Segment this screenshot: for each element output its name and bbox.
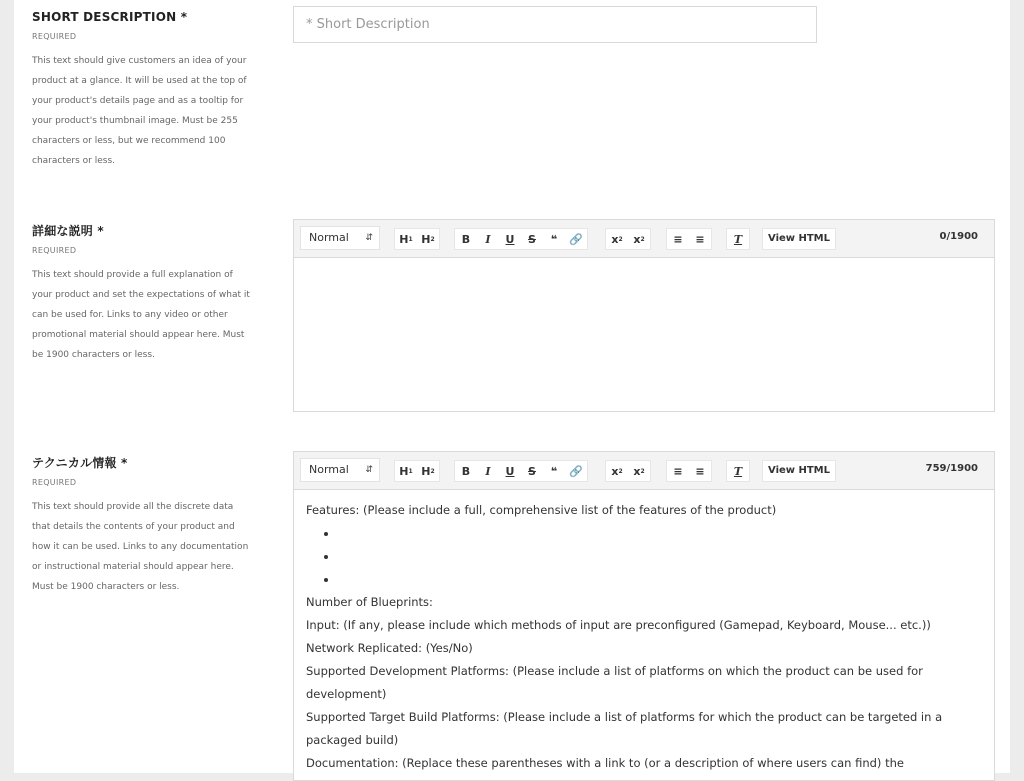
view-html-button[interactable]: View HTML — [762, 228, 836, 250]
bullet-list-icon[interactable]: ≡ — [695, 232, 705, 246]
form-panel — [14, 0, 1010, 773]
short-description-title: SHORT DESCRIPTION * — [32, 10, 188, 24]
superscript-icon[interactable]: x 2 — [633, 464, 645, 478]
subscript-icon[interactable]: x 2 — [611, 232, 623, 246]
detailed-description-label-column — [32, 223, 254, 365]
input-line: Input: (If any, please include which methods of input are preconfigured (Gamepad, Keyboard, Mouse... etc.)) — [306, 618, 931, 632]
character-counter: 759/1900 — [925, 463, 978, 474]
bold-icon[interactable]: B — [461, 464, 471, 478]
bold-icon[interactable]: B — [461, 232, 471, 246]
ordered-list-icon[interactable]: ≡ — [673, 232, 683, 246]
subscript-icon[interactable]: x 2 — [611, 464, 623, 478]
heading-buttons — [394, 228, 440, 250]
superscript-icon[interactable]: x 2 — [633, 232, 645, 246]
detailed-description-editor — [293, 219, 995, 412]
quote-icon[interactable]: ❝ — [550, 464, 558, 478]
format-select[interactable] — [300, 458, 380, 482]
link-icon[interactable]: 🔗 — [569, 232, 583, 246]
strike-icon[interactable]: S — [528, 464, 536, 478]
format-buttons — [454, 228, 588, 250]
editor-toolbar — [294, 452, 994, 490]
script-buttons — [605, 460, 651, 482]
list-item — [338, 568, 982, 591]
character-counter: 0/1900 — [939, 231, 978, 242]
link-icon[interactable]: 🔗 — [569, 464, 583, 478]
required-label: REQUIRED — [32, 478, 77, 487]
clear-format-icon[interactable]: T — [733, 464, 743, 478]
script-buttons — [605, 228, 651, 250]
technical-info-title: テクニカル情報 * — [32, 456, 128, 470]
bullet-list-icon[interactable]: ≡ — [695, 464, 705, 478]
format-select-value: Normal — [309, 231, 349, 244]
required-label: REQUIRED — [32, 32, 77, 41]
italic-icon[interactable]: I — [485, 232, 491, 246]
heading-1-icon[interactable]: H 1 — [399, 232, 413, 246]
short-description-help: This text should give customers an idea of your product at a glance. It will be used at the top of your product's details page and as a tooltip for your product's thumbnail image. Must be 255 characters or less, but we recommend 100 characters or less. — [32, 56, 247, 166]
editor-toolbar — [294, 220, 994, 258]
detailed-description-title: 詳細な説明 * — [32, 224, 104, 238]
format-select-value: Normal — [309, 463, 349, 476]
strike-icon[interactable]: S — [528, 232, 536, 246]
short-description-label-column — [32, 9, 254, 171]
clear-buttons — [726, 460, 750, 482]
list-buttons — [666, 460, 712, 482]
target-platforms-line: Supported Target Build Platforms: (Please include a list of platforms for which the product can be targeted in a packaged build) — [306, 710, 943, 747]
network-line: Network Replicated: (Yes/No) — [306, 641, 473, 655]
short-description-input[interactable]: * Short Description — [293, 6, 817, 43]
select-caret-icon: ⇵ — [365, 233, 373, 243]
features-line: Features: (Please include a full, comprehensive list of the features of the product) — [306, 503, 777, 517]
clear-buttons — [726, 228, 750, 250]
documentation-line: Documentation: (Replace these parentheses with a link to (or a description of where users can find) the — [306, 756, 904, 770]
view-html-button[interactable]: View HTML — [762, 460, 836, 482]
format-buttons — [454, 460, 588, 482]
select-caret-icon: ⇵ — [365, 465, 373, 475]
features-list — [306, 522, 982, 591]
heading-buttons — [394, 460, 440, 482]
technical-info-editor — [293, 451, 995, 781]
technical-info-editor-body[interactable] — [294, 490, 994, 775]
heading-2-icon[interactable]: H 2 — [421, 232, 435, 246]
italic-icon[interactable]: I — [485, 464, 491, 478]
list-item — [338, 545, 982, 568]
heading-2-icon[interactable]: H 2 — [421, 464, 435, 478]
clear-format-icon[interactable]: T — [733, 232, 743, 246]
blueprints-line: Number of Blueprints: — [306, 595, 433, 609]
ordered-list-icon[interactable]: ≡ — [673, 464, 683, 478]
underline-icon[interactable]: U — [505, 464, 515, 478]
required-label: REQUIRED — [32, 246, 77, 255]
technical-info-label-column — [32, 455, 254, 597]
quote-icon[interactable]: ❝ — [550, 232, 558, 246]
heading-1-icon[interactable]: H 1 — [399, 464, 413, 478]
format-select[interactable] — [300, 226, 380, 250]
technical-info-help: This text should provide all the discrete data that details the contents of your product and how it can be used. Links to any documentation or instructional material should appear here. Must be 1900 characters or less. — [32, 502, 249, 592]
list-buttons — [666, 228, 712, 250]
detailed-description-editor-body[interactable] — [294, 258, 994, 407]
list-item — [338, 522, 982, 545]
detailed-description-help: This text should provide a full explanation of your product and set the expectations of what it can be used for. Links to any video or other promotional material should appear here. Must be 1900 characters or less. — [32, 270, 250, 360]
underline-icon[interactable]: U — [505, 232, 515, 246]
dev-platforms-line: Supported Development Platforms: (Please include a list of platforms on which the product can be used for development) — [306, 664, 923, 701]
